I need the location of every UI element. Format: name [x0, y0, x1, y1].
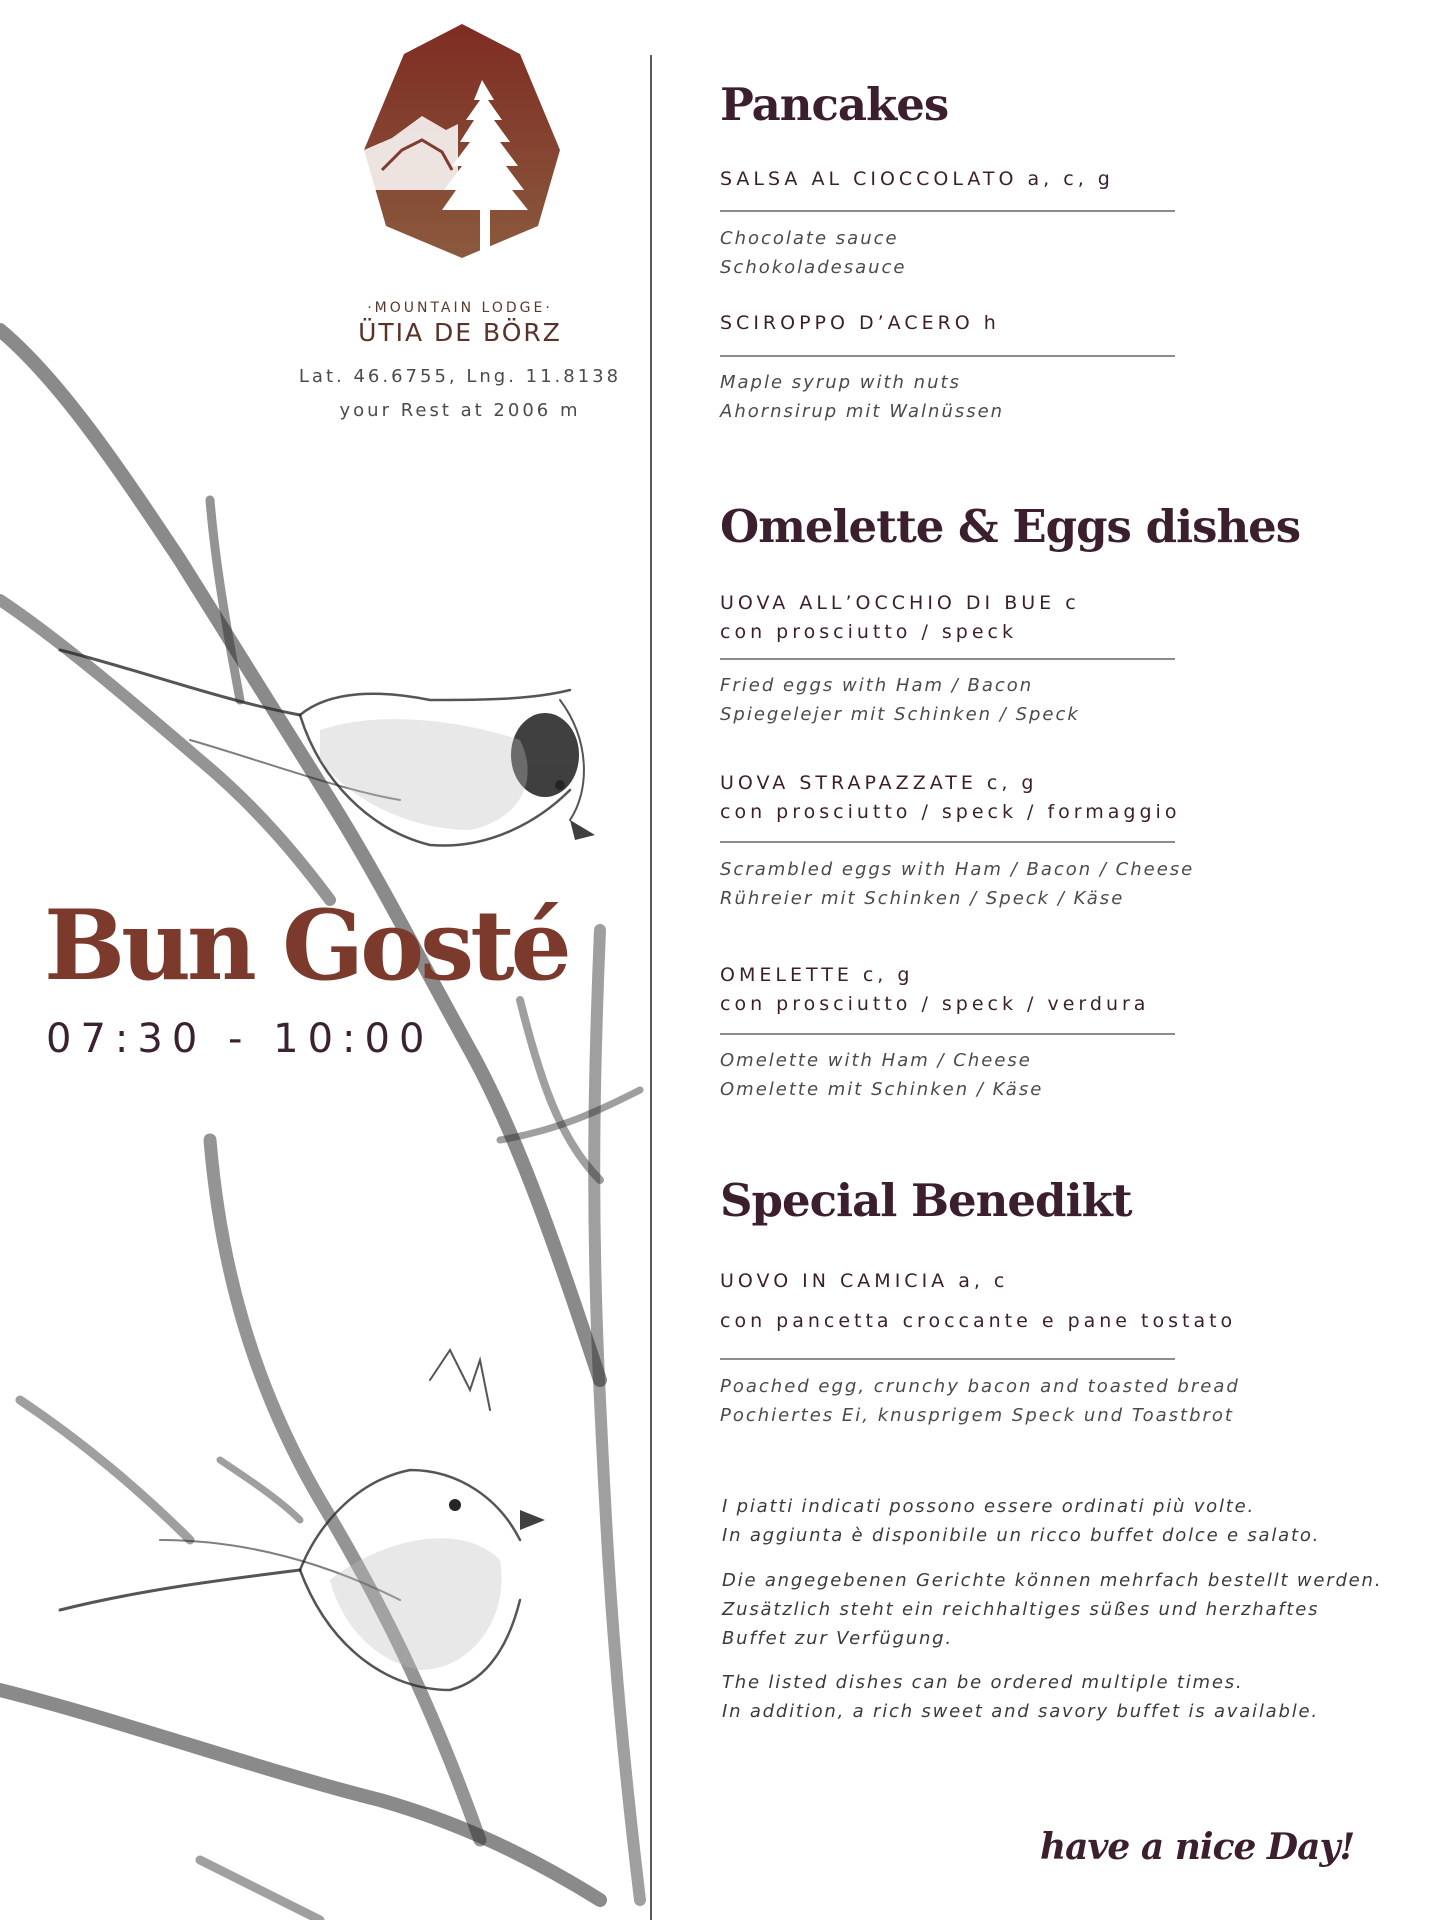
vertical-divider — [650, 55, 652, 1920]
menu-item-name: UOVA STRAPAZZATE c, g — [720, 772, 1038, 794]
menu-item-description — [720, 1046, 1043, 1104]
desc-de: Rühreier mit Schinken / Speck / Käse — [720, 888, 1125, 909]
desc-de: Omelette mit Schinken / Käse — [720, 1079, 1044, 1100]
menu-item-subtitle: con prosciutto / speck / formaggio — [720, 801, 1181, 823]
note-english — [722, 1668, 1422, 1726]
section-heading-pancakes: Pancakes — [720, 78, 949, 131]
item-divider — [720, 658, 1175, 660]
section-heading-omelette: Omelette & Eggs dishes — [720, 500, 1301, 553]
mountain-tree-logo-icon — [362, 20, 562, 260]
note-italian — [722, 1492, 1422, 1550]
desc-en: Poached egg, crunchy bacon and toasted bread — [720, 1376, 1240, 1397]
note-line: Buffet zur Verfügung. — [722, 1628, 953, 1649]
desc-en: Chocolate sauce — [720, 228, 899, 249]
menu-item-name: OMELETTE c, g — [720, 964, 914, 986]
desc-de: Spiegelejer mit Schinken / Speck — [720, 704, 1080, 725]
item-divider — [720, 1033, 1175, 1035]
menu-item-subtitle: con prosciutto / speck / verdura — [720, 993, 1150, 1015]
menu-item-name: UOVO IN CAMICIA a, c — [720, 1270, 1009, 1292]
desc-en: Fried eggs with Ham / Bacon — [720, 675, 1034, 696]
note-line: The listed dishes can be ordered multiple times. — [722, 1672, 1244, 1693]
menu-item-description — [720, 671, 1080, 729]
menu-item-description — [720, 368, 1004, 426]
lodge-coordinates: Lat. 46.6755, Lng. 11.8138 — [298, 366, 622, 387]
closing-signature: have a nice Day! — [1040, 1826, 1355, 1868]
section-heading-benedikt: Special Benedikt — [720, 1174, 1132, 1227]
lodge-tagline: ·MOUNTAIN LODGE· — [367, 300, 553, 316]
desc-de: Ahornsirup mit Walnüssen — [720, 401, 1005, 422]
item-divider — [720, 1358, 1175, 1360]
note-line: Die angegebenen Gerichte können mehrfach bestellt werden. — [722, 1570, 1383, 1591]
menu-item-description — [720, 1372, 1240, 1430]
menu-panel — [720, 0, 1420, 1920]
desc-de: Schokoladesauce — [720, 257, 907, 278]
note-german — [722, 1566, 1422, 1653]
opening-hours: 07:30 - 10:00 — [46, 1016, 434, 1062]
desc-en: Omelette with Ham / Cheese — [720, 1050, 1032, 1071]
desc-de: Pochiertes Ei, knusprigem Speck und Toastbrot — [720, 1405, 1234, 1426]
note-line: In aggiunta è disponibile un ricco buffet dolce e salato. — [722, 1525, 1321, 1546]
menu-item-description — [720, 224, 907, 282]
menu-item-name: SCIROPPO D’ACERO h — [720, 312, 1000, 334]
desc-en: Scrambled eggs with Ham / Bacon / Cheese — [720, 859, 1195, 880]
menu-item-subtitle: con prosciutto / speck — [720, 621, 1017, 643]
left-panel — [0, 0, 650, 1920]
lodge-altitude: your Rest at 2006 m — [339, 400, 581, 421]
note-line: Zusätzlich steht ein reichhaltiges süßes und herzhaftes — [722, 1599, 1320, 1620]
menu-item-name: SALSA AL CIOCCOLATO a, c, g — [720, 168, 1114, 190]
menu-item-subtitle: con pancetta croccante e pane tostato — [720, 1310, 1237, 1332]
lodge-name: ÜTIA DE BÖRZ — [358, 318, 562, 347]
menu-item-name: UOVA ALL’OCCHIO DI BUE c — [720, 592, 1080, 614]
note-line: In addition, a rich sweet and savory buffet is available. — [722, 1701, 1319, 1722]
menu-item-description — [720, 855, 1194, 913]
note-line: I piatti indicati possono essere ordinati più volte. — [722, 1496, 1256, 1517]
item-divider — [720, 210, 1175, 212]
item-divider — [720, 355, 1175, 357]
desc-en: Maple syrup with nuts — [720, 372, 961, 393]
item-divider — [720, 841, 1175, 843]
menu-title: Bun Gosté — [44, 889, 568, 1002]
